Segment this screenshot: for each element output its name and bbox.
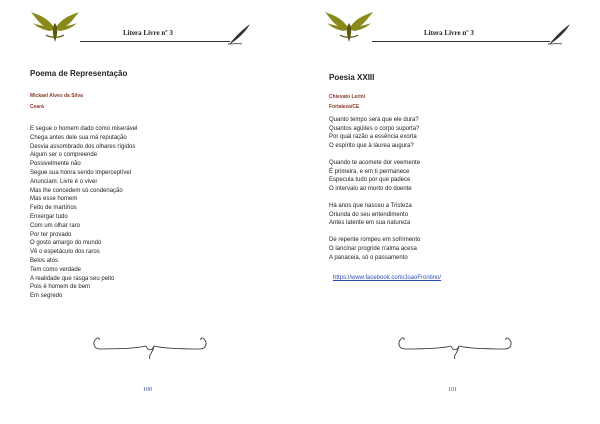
poem-line: Chega antes dele sua má reputação [30,134,127,141]
poem-line: Tem como verdade [30,266,82,273]
flourish-divider-icon [395,333,515,361]
page-number: 101 [448,387,457,393]
poem-line: O gosto amargo do mundo [30,240,102,247]
poem-line: Antes latente em sua natureza [329,220,411,227]
poem-line: Segue sua honra sendo imperceptível [30,169,132,176]
poem-line: É primeira, e em ti permanece [329,168,410,175]
issue-label: Litera Livre nº 3 [424,29,474,37]
poem-line: Oriunda do seu entendimento [329,211,409,218]
poem-line: Quanto tempo será que ele dura? [329,117,419,123]
winged-emblem-icon [324,9,374,43]
stanza-break [329,150,420,159]
poem-line: O intervalo ao morto do doente [329,185,412,192]
poem-line: A realidade que rasga seu peito [30,275,115,282]
poem-author: Chievato Lerini [329,94,366,100]
poem-line: Quando te acomete dor veemente [329,159,421,166]
stanza-break [329,193,420,202]
poem-line: Por qual razão a essência exorta [329,134,417,141]
poem-line: Em segredo [30,293,63,300]
poem-line: Por ter provado [30,231,72,238]
flourish-divider-icon [90,333,210,361]
poem-line: Vê o espetáculo dos raros [30,249,100,256]
right-page [300,0,600,424]
poem-line: Especula tudo por que padece [329,177,411,184]
poem-line: Belos atos [30,257,59,264]
poem-line: Pois é homem de bem [30,284,91,291]
facebook-link[interactable]: https://www.facebook.com/JoaoFrontino/ [333,275,442,281]
header-rule [372,41,550,42]
poem-line: O espírito que à láurea augura? [329,142,414,149]
poem-line: Enxergar tudo [30,213,68,220]
poem-lines [30,125,137,301]
poem-title: Poema de Representação [30,69,128,78]
author-place: Fortaleza/CE [329,104,360,110]
issue-label: Litera Livre nº 3 [123,29,173,37]
poem-line: E segue o homem dado como miserável [30,126,138,132]
poem-line: Há anos que nasceu a Tristeza [329,202,412,209]
poem-line: Anunciam: Livre é o viver [30,178,98,185]
poem-line: O lancinar progride n'alma acesa [329,245,417,252]
quill-pen-icon [228,23,252,45]
poem-title: Poesia XXIII [329,73,375,82]
poem-line: Com um olhar raro [30,222,81,229]
poem-line: Mas esse homem [30,196,78,203]
poem-line: Feito de martírios [30,205,77,212]
poem-stanzas [329,116,420,262]
poem-line: De repente rompeu em sofrimento [329,237,421,244]
winged-emblem-icon [30,9,80,43]
poem-line: Possivelmente não [30,161,81,168]
author-place: Ceará [30,104,44,110]
poem-author: Mickael Alves da Silva [30,93,83,99]
page-number: 100 [143,387,152,393]
stanza-break [329,228,420,237]
header-rule [80,41,230,42]
poem-line: Desvia assombrado dos olhares rígidos [30,143,136,150]
poem-line: Algum ser o compreende [30,152,98,159]
poem-line: A panaceia, só o passamento [329,254,408,261]
quill-pen-icon [548,23,572,45]
poem-line: Mas lhe concedem só condenação [30,187,123,194]
poem-line: Quantos agüites o corpo suporta? [329,125,420,132]
